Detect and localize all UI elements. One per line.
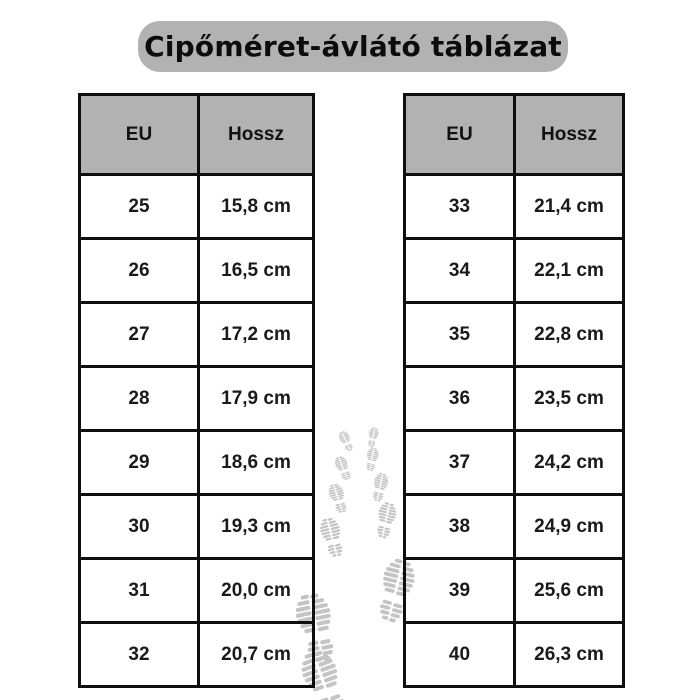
column-header: Hossz xyxy=(199,95,314,175)
table-cell: 24,9 cm xyxy=(515,495,624,559)
table-row xyxy=(405,495,624,559)
table-row xyxy=(80,303,314,367)
table-cell: 15,8 cm xyxy=(199,175,314,239)
table-cell: 22,1 cm xyxy=(515,239,624,303)
table-cell: 31 xyxy=(80,559,199,623)
table-cell: 26 xyxy=(80,239,199,303)
table-row xyxy=(80,239,314,303)
table-cell: 37 xyxy=(405,431,515,495)
page-title-banner xyxy=(138,21,568,72)
table-cell: 27 xyxy=(80,303,199,367)
table-body xyxy=(405,175,624,687)
table-cell: 26,3 cm xyxy=(515,623,624,687)
table-row xyxy=(80,175,314,239)
table-cell: 25 xyxy=(80,175,199,239)
table-row xyxy=(405,175,624,239)
table-row xyxy=(405,367,624,431)
table-head xyxy=(405,95,624,175)
table-cell: 32 xyxy=(80,623,199,687)
table-cell: 30 xyxy=(80,495,199,559)
table-cell: 24,2 cm xyxy=(515,431,624,495)
table-cell: 39 xyxy=(405,559,515,623)
table-cell: 21,4 cm xyxy=(515,175,624,239)
size-table-right xyxy=(403,93,625,688)
table-cell: 28 xyxy=(80,367,199,431)
table-cell: 20,0 cm xyxy=(199,559,314,623)
column-header: Hossz xyxy=(515,95,624,175)
header-row xyxy=(80,95,314,175)
column-header: EU xyxy=(405,95,515,175)
table-cell: 29 xyxy=(80,431,199,495)
table-cell: 38 xyxy=(405,495,515,559)
table-row xyxy=(405,303,624,367)
table-cell: 25,6 cm xyxy=(515,559,624,623)
table-cell: 33 xyxy=(405,175,515,239)
table-row xyxy=(405,559,624,623)
page-title: Cipőméret-ávlátó táblázat xyxy=(144,30,562,63)
table-cell: 36 xyxy=(405,367,515,431)
table-cell: 23,5 cm xyxy=(515,367,624,431)
table-cell: 17,2 cm xyxy=(199,303,314,367)
table-row xyxy=(80,431,314,495)
table-row xyxy=(405,623,624,687)
table-row xyxy=(80,367,314,431)
column-header: EU xyxy=(80,95,199,175)
table-cell: 18,6 cm xyxy=(199,431,314,495)
table-cell: 19,3 cm xyxy=(199,495,314,559)
table-row xyxy=(405,239,624,303)
table-row xyxy=(80,623,314,687)
size-table-left xyxy=(78,93,315,688)
table-row xyxy=(80,559,314,623)
table-body xyxy=(80,175,314,687)
table-cell: 20,7 cm xyxy=(199,623,314,687)
table-cell: 40 xyxy=(405,623,515,687)
header-row xyxy=(405,95,624,175)
table-cell: 17,9 cm xyxy=(199,367,314,431)
table-cell: 22,8 cm xyxy=(515,303,624,367)
table-head xyxy=(80,95,314,175)
table-row xyxy=(80,495,314,559)
table-cell: 34 xyxy=(405,239,515,303)
table-cell: 16,5 cm xyxy=(199,239,314,303)
table-cell: 35 xyxy=(405,303,515,367)
table-row xyxy=(405,431,624,495)
